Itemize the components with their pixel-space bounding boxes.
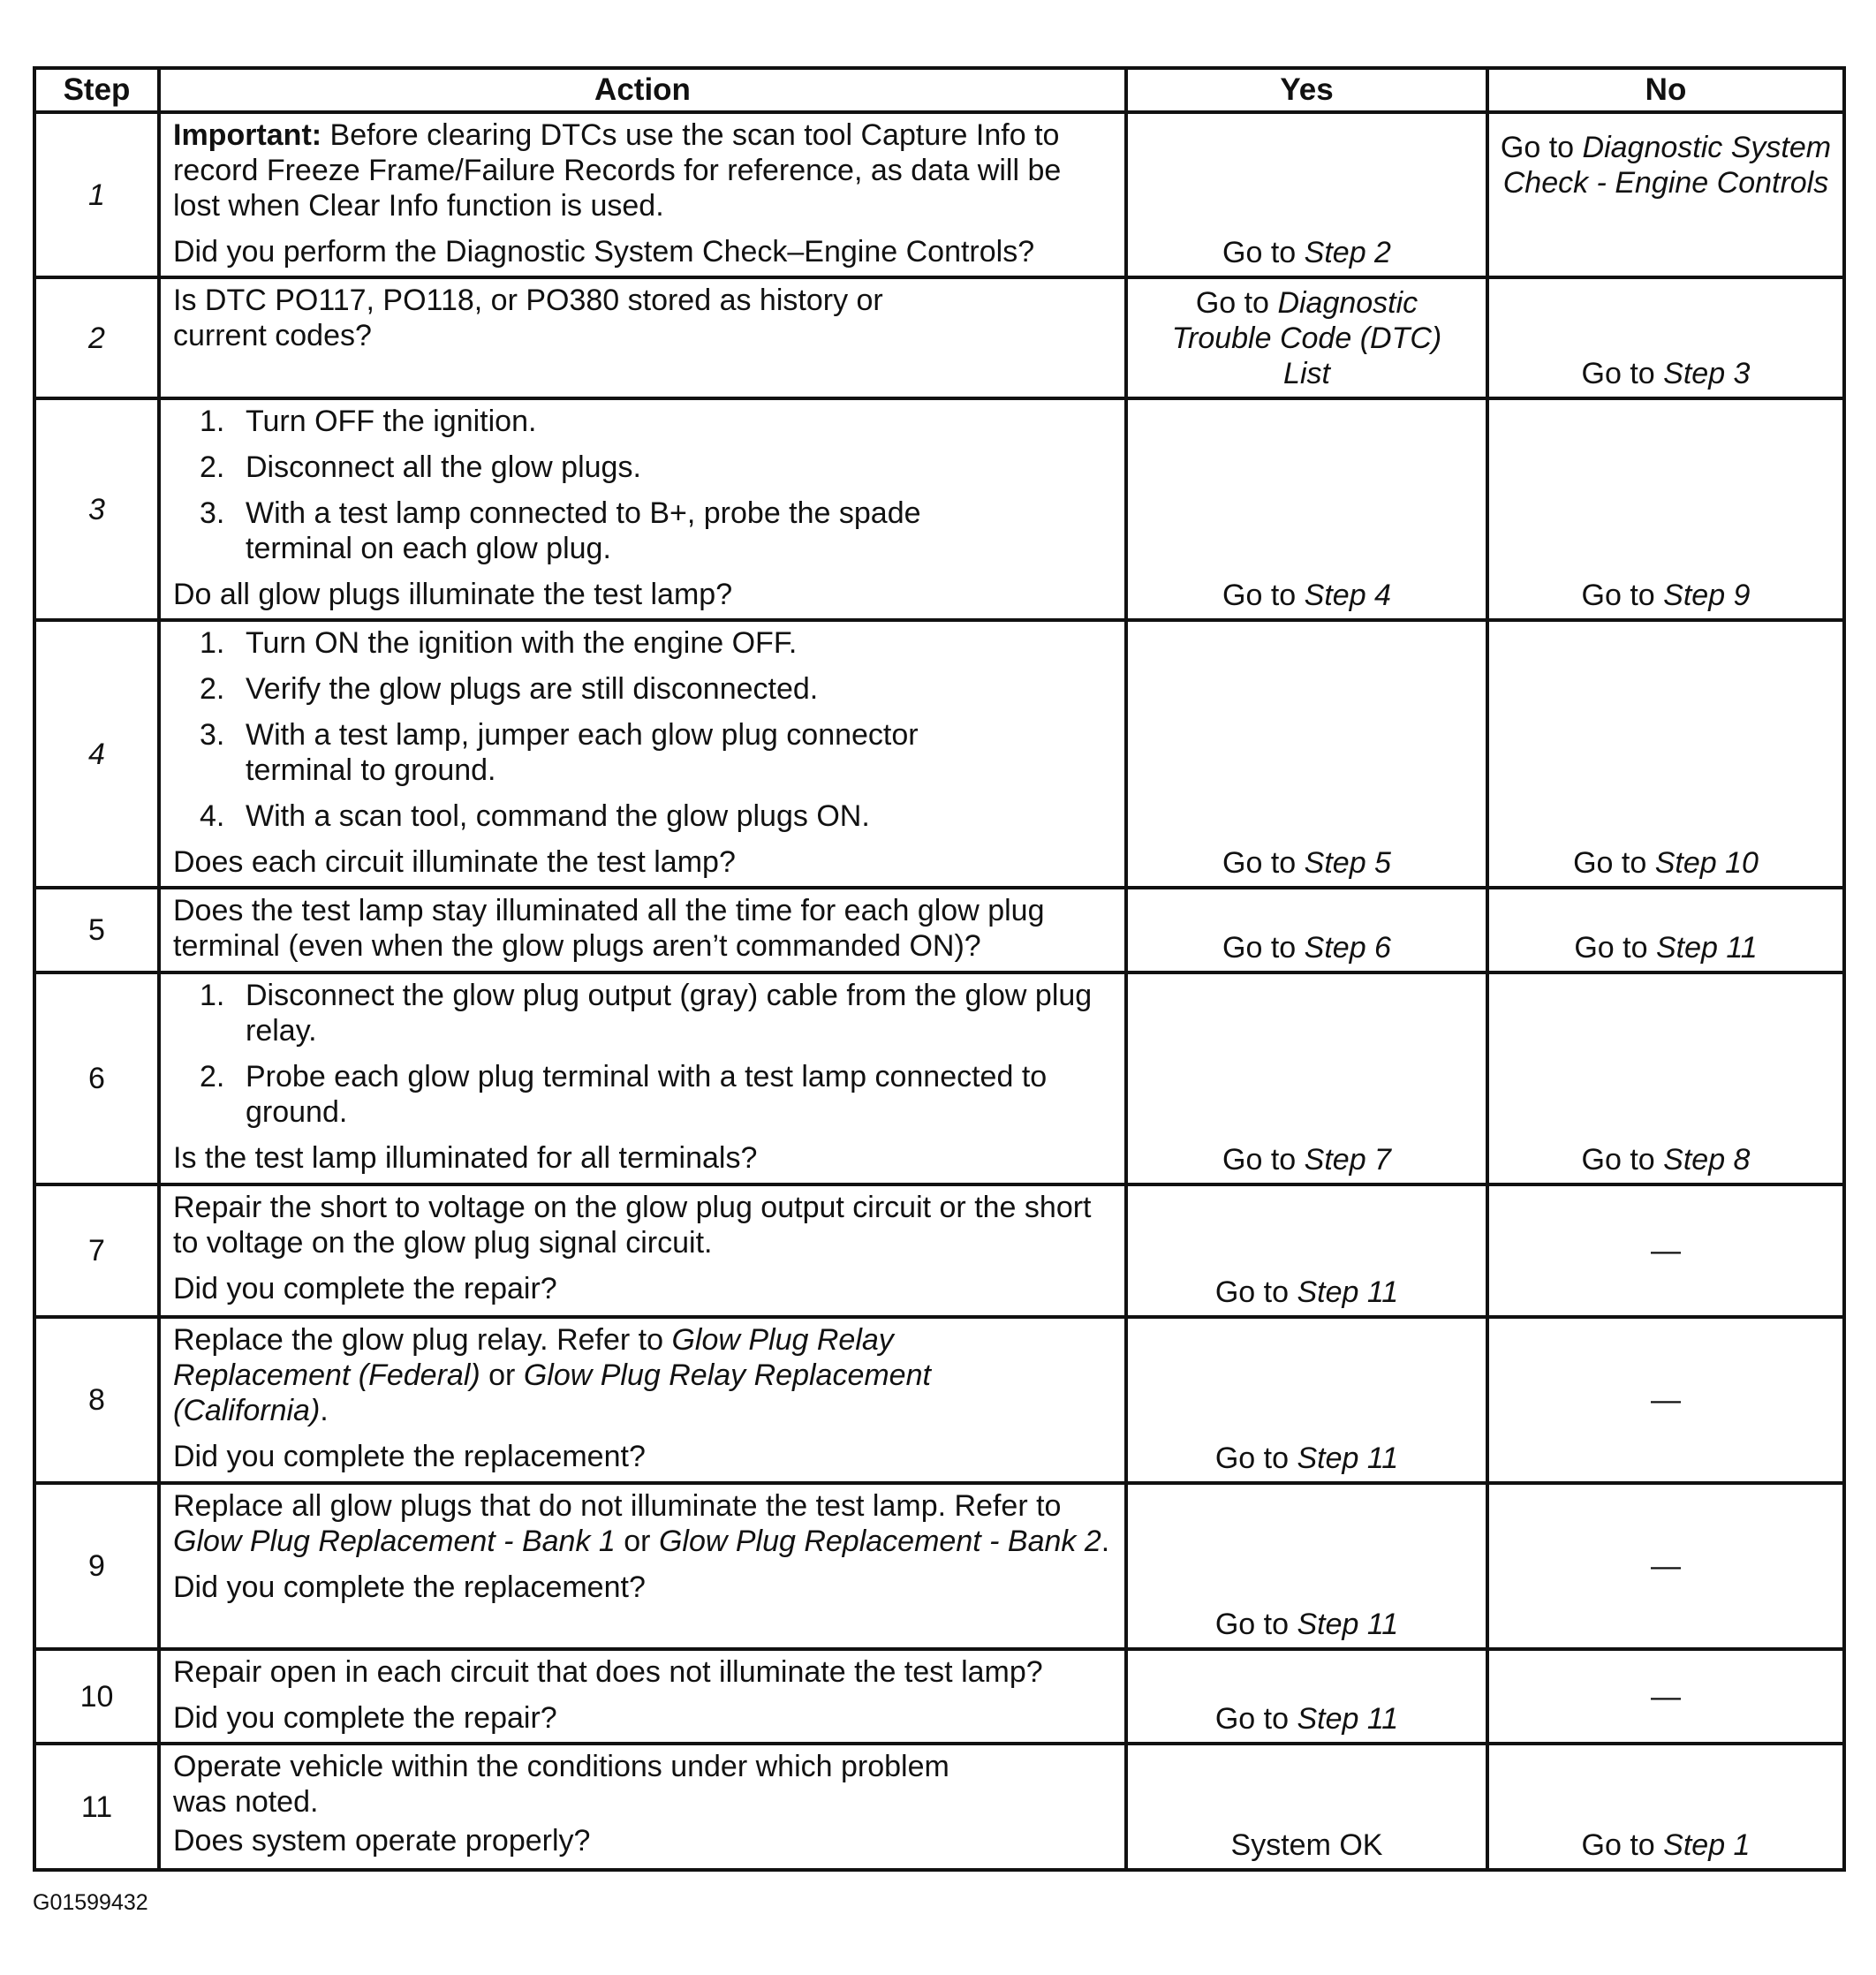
yes-cell — [1126, 112, 1487, 277]
step-number — [34, 398, 159, 620]
step-number-text: 9 — [88, 1549, 105, 1583]
action-question: Does the test lamp stay illuminated all the time for each glow plug terminal (even when the glow plugs aren’t commanded ON)? — [173, 894, 1045, 963]
go-to-text: Go to — [1222, 931, 1297, 965]
header-no: No — [1487, 68, 1844, 112]
yes-cell — [1126, 972, 1487, 1184]
go-to-text: Go to — [1222, 846, 1297, 880]
no-link[interactable]: Step 3 — [1663, 357, 1751, 390]
action-cell — [159, 398, 1126, 620]
step-number-text: 7 — [88, 1234, 105, 1267]
yes-link[interactable]: Step 11 — [1297, 1442, 1399, 1475]
table-row — [34, 1483, 1844, 1649]
no-cell — [1487, 1744, 1844, 1870]
list-item: 4. With a scan tool, command the glow plugs ON. — [200, 799, 870, 833]
go-to-text: Go to — [1214, 1275, 1290, 1309]
important-text: Before clearing DTCs use the scan tool Capture Info to record Freeze Frame/Failure Records for reference, as data will be lost when Clear Info function is used. — [173, 118, 1062, 223]
table-row — [34, 1317, 1844, 1483]
table-row — [34, 398, 1844, 620]
go-to-text: Go to — [1222, 236, 1297, 269]
action-text: Replace the glow plug relay. Refer to Glow Plug Relay Replacement (Federal) or Glow Plug Relay Replacement (California). — [173, 1323, 931, 1427]
go-to-text: Go to — [1222, 579, 1297, 612]
no-cell — [1487, 1184, 1844, 1317]
step-number-text: 8 — [88, 1383, 105, 1417]
go-to-text: Go to — [1573, 846, 1647, 880]
no-cell — [1487, 620, 1844, 888]
step-number-text: 3 — [88, 492, 105, 526]
yes-cell — [1126, 620, 1487, 888]
step-number — [34, 1744, 159, 1870]
list-item: 2. Verify the glow plugs are still disconnected. — [200, 672, 819, 706]
important-note — [173, 117, 1112, 223]
no-dash: — — [1651, 1549, 1681, 1583]
yes-cell — [1126, 1744, 1487, 1870]
action-steps-list — [173, 978, 1112, 1130]
no-link[interactable]: Diagnostic System Check - Engine Controls — [1502, 131, 1832, 200]
yes-link[interactable]: Step 11 — [1297, 1275, 1399, 1309]
no-cell — [1487, 112, 1844, 277]
no-link[interactable]: Step 1 — [1663, 1828, 1751, 1862]
yes-cell — [1126, 398, 1487, 620]
go-to-text: Go to — [1581, 357, 1655, 390]
action-cell — [159, 277, 1126, 398]
no-dash: — — [1651, 1234, 1681, 1267]
list-item: 1. Turn ON the ignition with the engine OFF. — [200, 626, 798, 660]
step-number — [34, 112, 159, 277]
step-number-text: 6 — [88, 1062, 105, 1095]
table-row — [34, 1184, 1844, 1317]
reference-link[interactable]: Glow Plug Relay Replacement (Federal) — [173, 1323, 894, 1392]
go-to-text: Go to — [1214, 1702, 1290, 1736]
reference-link[interactable]: Glow Plug Replacement - Bank 1 — [173, 1525, 616, 1558]
go-to-text: Go to — [1214, 1442, 1290, 1475]
no-cell — [1487, 888, 1844, 972]
no-cell — [1487, 398, 1844, 620]
table-row — [34, 972, 1844, 1184]
step-number — [34, 888, 159, 972]
no-cell — [1487, 1649, 1844, 1744]
action-cell — [159, 1744, 1126, 1870]
reference-link[interactable]: Glow Plug Relay Replacement (California) — [173, 1358, 931, 1427]
table-row — [34, 277, 1844, 398]
action-question: Does each circuit illuminate the test lamp? — [173, 845, 736, 879]
header-row — [34, 68, 1844, 112]
no-cell — [1487, 277, 1844, 398]
list-item: 3. With a test lamp, jumper each glow plug connector terminal to ground. — [200, 718, 919, 787]
yes-cell — [1126, 888, 1487, 972]
action-question: Did you complete the repair? — [173, 1701, 557, 1735]
list-item: 2. Probe each glow plug terminal with a test lamp connected to ground. — [200, 1060, 1048, 1129]
step-number — [34, 277, 159, 398]
action-steps-list — [173, 404, 1112, 566]
step-number-text: 4 — [88, 737, 105, 771]
action-cell — [159, 1483, 1126, 1649]
step-number-text: 11 — [80, 1790, 113, 1824]
table-row — [34, 112, 1844, 277]
step-number-text: 5 — [88, 913, 105, 947]
table-row — [34, 1649, 1844, 1744]
action-question: Does system operate properly? — [173, 1824, 591, 1858]
yes-link[interactable]: Step 6 — [1304, 931, 1391, 965]
yes-link[interactable]: Step 4 — [1304, 579, 1391, 612]
action-cell — [159, 112, 1126, 277]
action-question: Is DTC PO117, PO118, or PO380 stored as history or current codes? — [173, 284, 883, 352]
step-number-text: 1 — [88, 178, 105, 212]
action-cell — [159, 1649, 1126, 1744]
go-to-text: Go to — [1581, 1828, 1655, 1862]
action-question: Did you perform the Diagnostic System Check–Engine Controls? — [173, 235, 1035, 269]
list-item: 3. With a test lamp connected to B+, probe the spade terminal on each glow plug. — [200, 496, 921, 565]
no-link[interactable]: Step 9 — [1663, 579, 1751, 612]
table-row — [34, 1744, 1844, 1870]
diagnostic-table — [33, 66, 1846, 1872]
no-link[interactable]: Step 11 — [1655, 931, 1758, 965]
action-cell — [159, 1317, 1126, 1483]
yes-link[interactable]: Step 11 — [1297, 1608, 1399, 1641]
action-question: Did you complete the replacement? — [173, 1440, 646, 1473]
table-row — [34, 620, 1844, 888]
action-question: Did you complete the repair? — [173, 1272, 557, 1305]
no-cell — [1487, 972, 1844, 1184]
no-link[interactable]: Step 8 — [1663, 1143, 1751, 1177]
system-ok-text: System OK — [1230, 1828, 1383, 1862]
go-to-text: Go to — [1214, 1608, 1290, 1641]
action-question: Do all glow plugs illuminate the test lamp? — [173, 578, 733, 611]
action-cell — [159, 972, 1126, 1184]
important-label: Important: — [173, 118, 322, 152]
action-question: Did you complete the replacement? — [173, 1570, 646, 1604]
yes-link[interactable]: Step 11 — [1297, 1702, 1399, 1736]
action-text: Repair the short to voltage on the glow plug output circuit or the short to voltage on the glow plug signal circuit. — [173, 1191, 1092, 1260]
step-number — [34, 1483, 159, 1649]
yes-cell — [1126, 1483, 1487, 1649]
step-number — [34, 972, 159, 1184]
list-item: 1. Disconnect the glow plug output (gray) cable from the glow plug relay. — [200, 979, 1093, 1048]
action-steps-list — [173, 625, 1112, 834]
go-to-text: Go to — [1222, 1143, 1297, 1177]
step-number-text: 2 — [88, 321, 105, 355]
yes-cell — [1126, 1649, 1487, 1744]
step-number — [34, 1649, 159, 1744]
go-to-text: Go to — [1581, 1143, 1655, 1177]
reference-link[interactable]: Glow Plug Replacement - Bank 2 — [658, 1525, 1101, 1558]
no-cell — [1487, 1483, 1844, 1649]
header-step: Step — [34, 68, 159, 112]
yes-cell — [1126, 1317, 1487, 1483]
figure-id: G01599432 — [33, 1890, 148, 1915]
action-cell — [159, 888, 1126, 972]
yes-link[interactable]: Step 7 — [1304, 1143, 1391, 1177]
no-dash: — — [1651, 1679, 1681, 1714]
yes-link[interactable]: Diagnostic Trouble Code (DTC) List — [1171, 286, 1442, 390]
table-row — [34, 888, 1844, 972]
list-item: 2. Disconnect all the glow plugs. — [200, 450, 641, 484]
action-text: Repair open in each circuit that does not illuminate the test lamp? — [173, 1655, 1043, 1689]
header-action: Action — [159, 68, 1126, 112]
step-number — [34, 620, 159, 888]
no-link[interactable]: Step 10 — [1654, 846, 1759, 880]
yes-cell — [1126, 1184, 1487, 1317]
header-yes: Yes — [1126, 68, 1487, 112]
action-text: Operate vehicle within the conditions under which problem was noted. — [173, 1750, 949, 1819]
go-to-text: Go to — [1195, 286, 1269, 320]
go-to-text: Go to — [1574, 931, 1648, 965]
action-cell — [159, 1184, 1126, 1317]
yes-link[interactable]: Step 5 — [1304, 846, 1391, 880]
go-to-text: Go to — [1581, 579, 1655, 612]
no-dash: — — [1651, 1383, 1681, 1417]
yes-cell — [1126, 277, 1487, 398]
go-to-text: Go to — [1500, 131, 1575, 164]
list-item: 1. Turn OFF the ignition. — [200, 405, 537, 438]
step-number-text: 10 — [79, 1679, 114, 1714]
no-cell — [1487, 1317, 1844, 1483]
yes-link[interactable]: Step 2 — [1304, 236, 1391, 269]
step-number — [34, 1184, 159, 1317]
step-number — [34, 1317, 159, 1483]
action-cell — [159, 620, 1126, 888]
action-question: Is the test lamp illuminated for all terminals? — [173, 1141, 758, 1175]
action-text: Replace all glow plugs that do not illuminate the test lamp. Refer to Glow Plug Replacement - Bank 1 or Glow Plug Replacement - Bank 2. — [173, 1489, 1110, 1558]
